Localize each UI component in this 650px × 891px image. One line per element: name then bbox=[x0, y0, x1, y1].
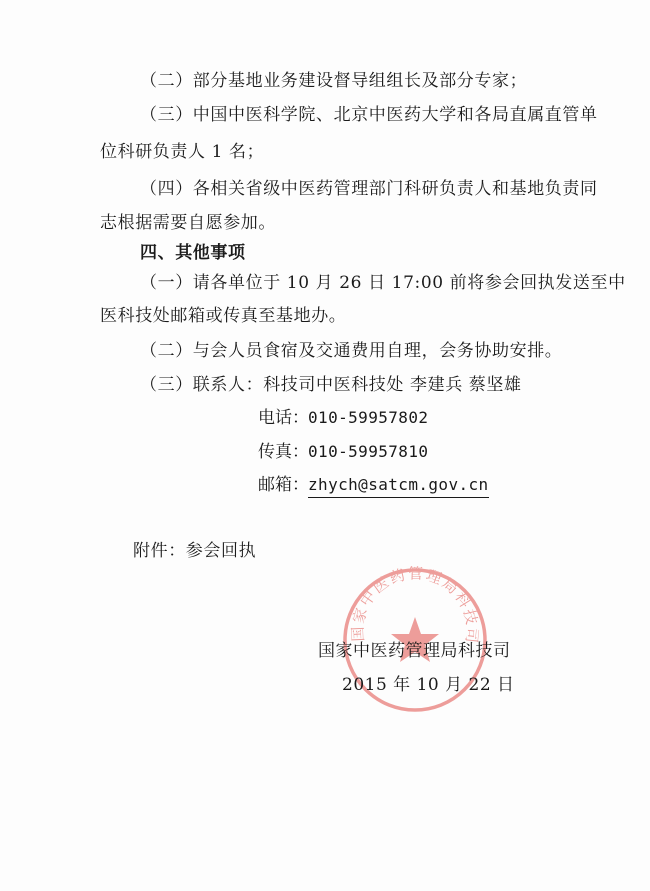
list-item-4-1-line1: （一）请各单位于 10 月 26 日 17:00 前将参会回执发送至中 bbox=[140, 273, 626, 293]
issuer-name: 国家中医药管理局科技司 bbox=[318, 641, 511, 661]
list-item-4-3: （三）联系人：科技司中医科技处 李建兵 蔡坚雄 bbox=[140, 375, 522, 395]
email-link[interactable]: zhych@satcm.gov.cn bbox=[308, 474, 489, 498]
section-heading-other-matters: 四、其他事项 bbox=[140, 243, 246, 263]
fax-value: 010-59957810 bbox=[308, 442, 429, 461]
issue-date: 2015 年 10 月 22 日 bbox=[342, 675, 515, 695]
list-item-2-2: （二）部分基地业务建设督导组组长及部分专家； bbox=[140, 71, 528, 91]
list-item-4-2: （二）与会人员食宿及交通费用自理，会务协助安排。 bbox=[140, 341, 563, 361]
phone-value: 010-59957802 bbox=[308, 408, 429, 427]
list-item-4-1-line2: 医科技处邮箱或传真至基地办。 bbox=[100, 306, 347, 326]
phone-label: 电话： bbox=[258, 408, 309, 428]
list-item-2-4-line2: 志根据需要自愿参加。 bbox=[100, 213, 276, 233]
attachment-note: 附件：参会回执 bbox=[133, 541, 257, 561]
list-item-2-3-line1: （三）中国中医科学院、北京中医药大学和各局直属直管单 bbox=[140, 105, 598, 125]
email-label: 邮箱： bbox=[258, 475, 309, 495]
list-item-2-4-line1: （四）各相关省级中医药管理部门科研负责人和基地负责同 bbox=[140, 179, 598, 199]
fax-label: 传真： bbox=[258, 442, 309, 462]
list-item-2-3-line2: 位科研负责人 1 名； bbox=[100, 142, 265, 162]
seal-text: 国家中医药管理局科技司 bbox=[348, 565, 482, 646]
